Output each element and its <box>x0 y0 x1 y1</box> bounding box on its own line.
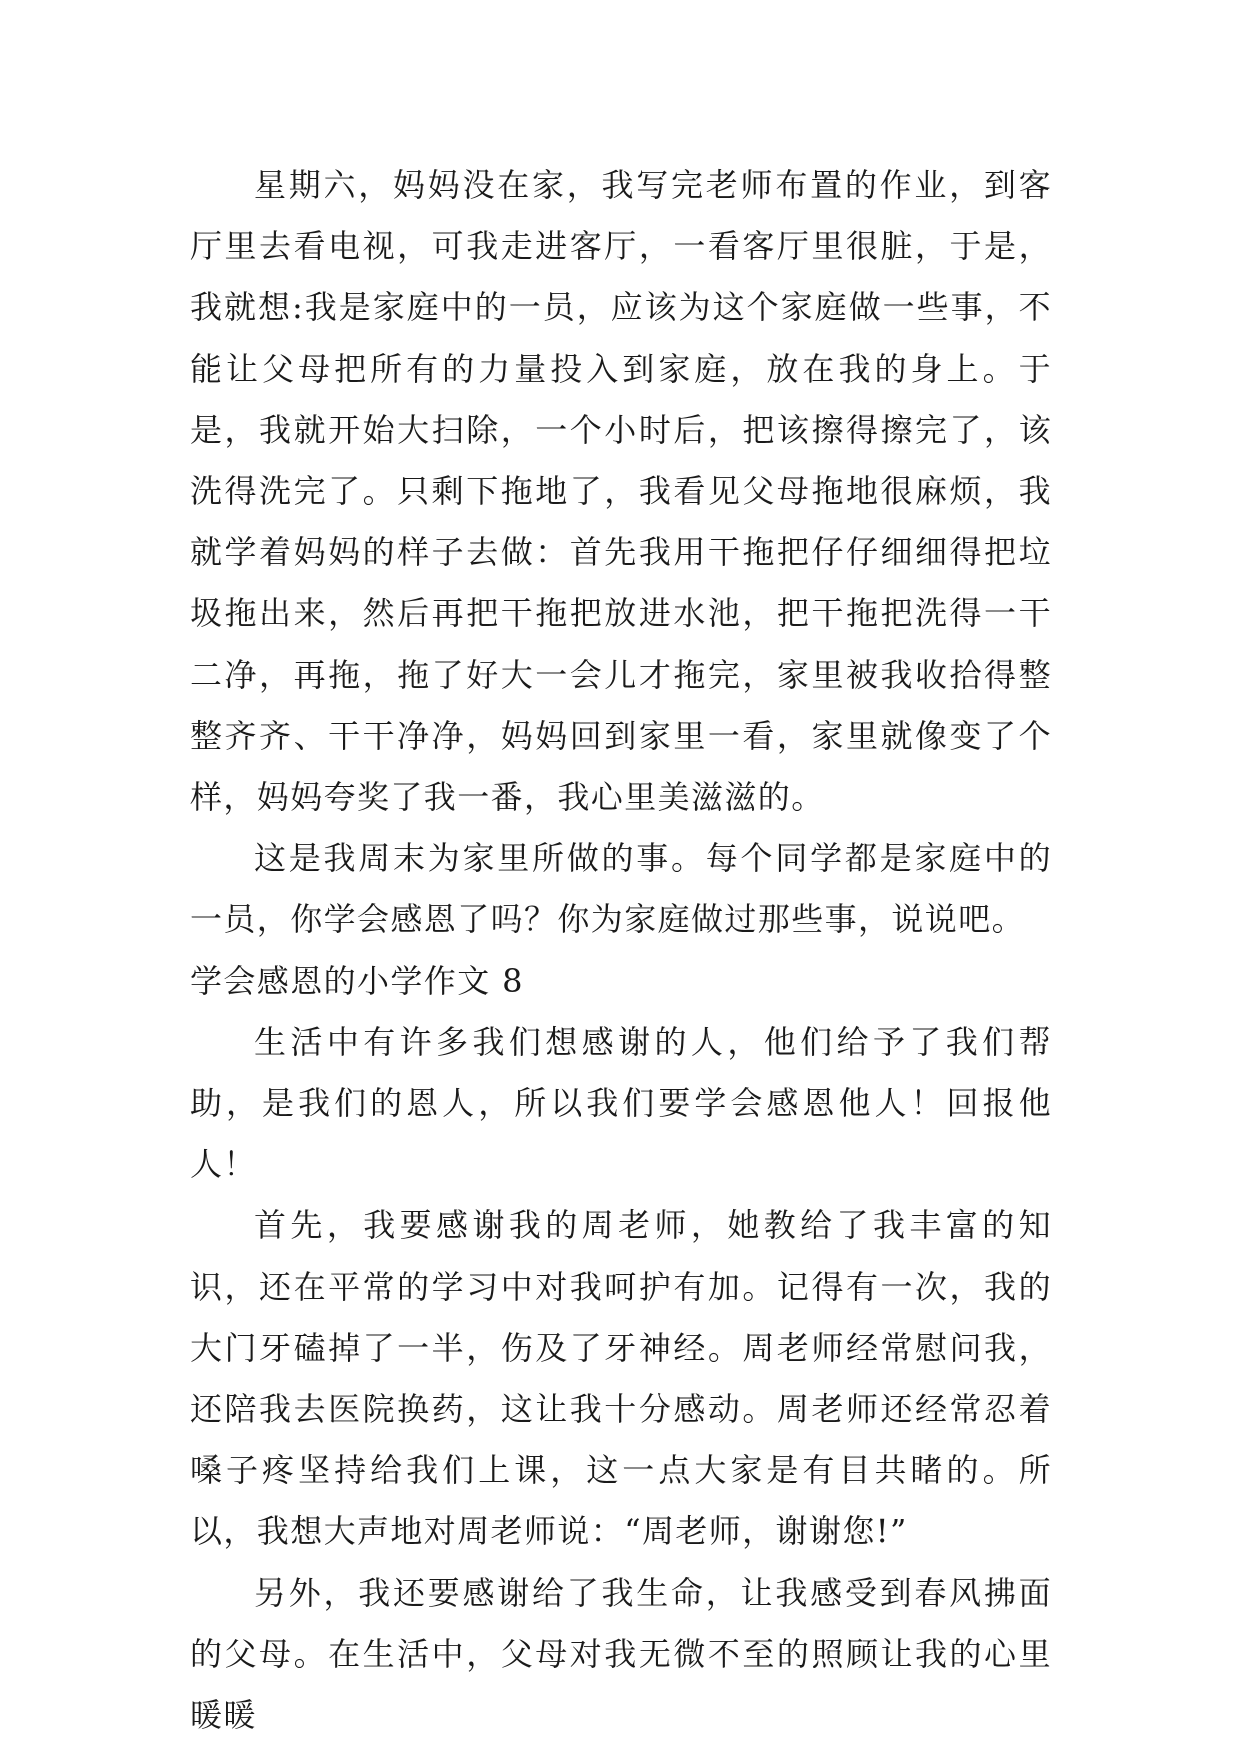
paragraph-parents-thanks: 另外，我还要感谢给了我生命，让我感受到春风拂面的父母。在生活中，父母对我无微不至的照顾让我的心里暖暖 <box>190 1573 1052 1735</box>
essay-heading: 学会感恩的小学作文 8 <box>190 961 524 1000</box>
paragraph-weekend-summary: 这是我周末为家里所做的事。每个同学都是家庭中的一员，你学会感恩了吗？你为家庭做过那些事，说说吧。 <box>190 839 1052 939</box>
paragraph-cleaning-story: 星期六，妈妈没在家，我写完老师布置的作业，到客厅里去看电视，可我走进客厅，一看客厅里很脏，于是，我就想:我是家庭中的一员，应该为这个家庭做一些事，不能让父母把所有的力量投入到家庭，放在我的身上。于是，我就开始大扫除，一个小时后，把该擦得擦完了，该洗得洗完了。只剩下拖地了，我看见父母拖地很麻烦，我就学着妈妈的样子去做：首先我用干拖把仔仔细细得把垃圾拖出来，然后再把干拖把放进水池，把干拖把洗得一干二净，再拖，拖了好大一会儿才拖完，家里被我收拾得整整齐齐、干干净净，妈妈回到家里一看，家里就像变了个样，妈妈夸奖了我一番，我心里美滋滋的。 <box>190 166 1052 817</box>
paragraph-teacher-thanks: 首先，我要感谢我的周老师，她教给了我丰富的知识，还在平常的学习中对我呵护有加。记得有一次，我的大门牙磕掉了一半，伤及了牙神经。周老师经常慰问我，还陪我去医院换药，这让我十分感动。周老师还经常忍着嗓子疼坚持给我们上课，这一点大家是有目共睹的。所以，我想大声地对周老师说：“周老师，谢谢您!” <box>190 1206 1052 1551</box>
paragraph-gratitude-intro: 生活中有许多我们想感谢的人，他们给予了我们帮助，是我们的恩人，所以我们要学会感恩他人！回报他人！ <box>190 1022 1052 1184</box>
document-page <box>190 155 1052 1746</box>
